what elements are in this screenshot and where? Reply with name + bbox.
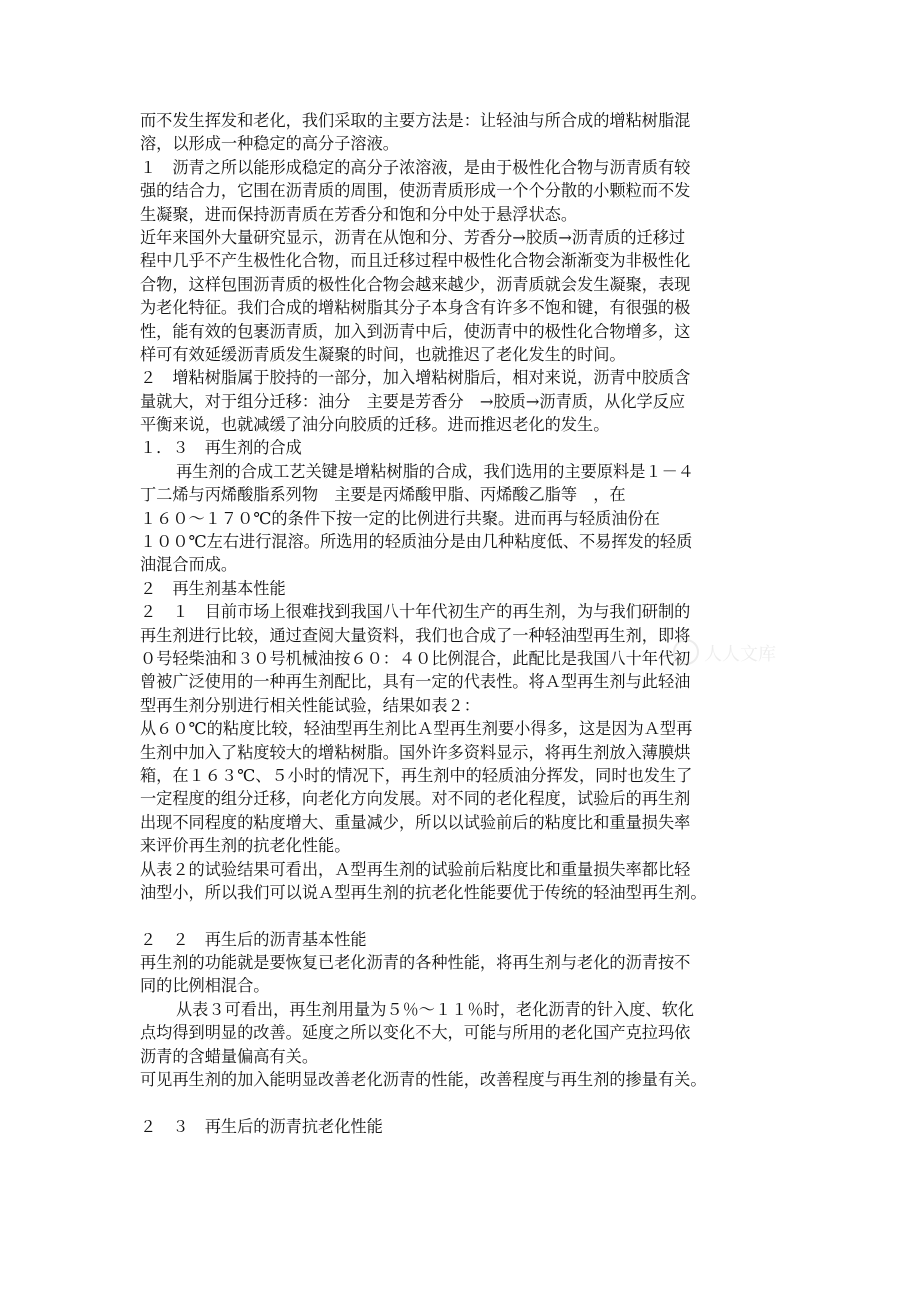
text-line: １ 沥青之所以能形成稳定的高分子浓溶液，是由于极性化合物与沥青质有较 <box>140 157 691 177</box>
text-line: ２ １ 目前市场上很难找到我国八十年代初生产的再生剂，为与我们研制的 <box>140 602 691 622</box>
text-line: 生凝聚，进而保持沥青质在芳香分和饱和分中处于悬浮状态。 <box>140 204 578 224</box>
blank-line <box>140 1091 785 1114</box>
text-line: １６０～１７０℃的条件下按一定的比例进行共聚。进而再与轻质油份在 <box>140 508 660 528</box>
text-line: 溶，以形成一种稳定的高分子溶液。 <box>140 134 399 154</box>
text-line: 型再生剂分别进行相关性能试验，结果如表２： <box>140 695 480 715</box>
text-line: 曾被广泛使用的一种再生剂配比，具有一定的代表性。将Ａ型再生剂与此轻油 <box>140 672 691 692</box>
blank-line <box>140 904 785 927</box>
watermark-text: 人人文库 <box>704 644 776 665</box>
text-line: 可见再生剂的加入能明显改善老化沥青的性能，改善程度与再生剂的掺量有关。 <box>140 1070 707 1090</box>
section-heading: ２ 再生剂基本性能 <box>140 578 286 598</box>
text-line: 从表３可看出，再生剂用量为５％～１１％时，老化沥青的针入度、软化 <box>176 999 694 1019</box>
text-line: 样可有效延缓沥青质发生凝聚的时间，也就推迟了老化发生的时间。 <box>140 344 626 364</box>
text-line: 再生剂进行比较，通过查阅大量资料，我们也合成了一种轻油型再生剂，即将 <box>140 625 691 645</box>
text-line: 性，能有效的包裹沥青质，加入到沥青中后，使沥青中的极性化合物增多，这 <box>140 321 691 341</box>
text-line: 而不发生挥发和老化，我们采取的主要方法是：让轻油与所合成的增粘树脂混 <box>140 111 691 130</box>
text-line: ０号轻柴油和３０号机械油按６０：４０比例混合，此配比是我国八十年代初 <box>140 648 691 668</box>
section-heading: ２ ３ 再生后的沥青抗老化性能 <box>140 1116 383 1136</box>
text-line: 油型小，所以我们可以说Ａ型再生剂的抗老化性能要优于传统的轻油型再生剂。 <box>140 882 707 902</box>
text-line: 生剂中加入了粘度较大的增粘树脂。国外许多资料显示，将再生剂放入薄膜烘 <box>140 742 691 762</box>
text-line: 近年来国外大量研究显示，沥青在从饱和分、芳香分→胶质→沥青质的迁移过 <box>140 227 686 247</box>
text-line: 再生剂的合成工艺关键是增粘树脂的合成，我们选用的主要原料是１－４ <box>176 461 694 481</box>
text-line: 强的结合力，它围在沥青质的周围，使沥青质形成一个个分散的小颗粒而不发 <box>140 181 691 201</box>
text-line: 程中几乎不产生极性化合物，而且迁移过程中极性化合物会渐渐变为非极性化 <box>140 251 691 271</box>
section-heading: １．３ 再生剂的合成 <box>140 438 302 458</box>
text-line: 来评价再生剂的抗老化性能。 <box>140 836 351 856</box>
text-line: 出现不同程度的粘度增大、重量减少，所以以试验前后的粘度比和重量损失率 <box>140 812 691 832</box>
text-line: ２ 增粘树脂属于胶持的一部分，加入增粘树脂后，相对来说，沥青中胶质含 <box>140 368 691 388</box>
text-line: 油混合而成。 <box>140 555 238 575</box>
text-line: 从６０℃的粘度比较，轻油型再生剂比Ａ型再生剂要小得多，这是因为Ａ型再 <box>140 719 693 739</box>
watermark-logo <box>668 622 788 682</box>
text-line: 再生剂的功能就是要恢复已老化沥青的各种性能，将再生剂与老化的沥青按不 <box>140 953 691 973</box>
text-line: 同的比例相混合。 <box>140 976 270 996</box>
text-line: 量就大，对于组分迁移：油分 主要是芳香分 →胶质→沥青质，从化学反应 <box>140 391 686 411</box>
text-line: 沥青的含蜡量偏高有关。 <box>140 1046 319 1066</box>
text-line: 点均得到明显的改善。延度之所以变化不大，可能与所用的老化国产克拉玛依 <box>140 1023 691 1043</box>
watermark-graphic <box>668 622 788 682</box>
text-line: 为老化特征。我们合成的增粘树脂其分子本身含有许多不饱和键，有很强的极 <box>140 298 691 318</box>
section-heading: ２ ２ 再生后的沥青基本性能 <box>140 929 367 949</box>
text-line: 丁二烯与丙烯酸脂系列物 主要是丙烯酸甲脂、丙烯酸乙脂等 ，在 <box>140 485 626 505</box>
text-line: 平衡来说，也就减缓了油分向胶质的迁移。进而推迟老化的发生。 <box>140 415 610 435</box>
watermark-ring <box>674 640 698 664</box>
text-line: 一定程度的组分迁移，向老化方向发展。对不同的老化程度，试验后的再生剂 <box>140 789 691 809</box>
text-line: 从表２的试验结果可看出，Ａ型再生剂的试验前后粘度比和重量损失率都比轻 <box>140 859 691 879</box>
text-line: 合物，这样包围沥青质的极性化合物会越来越少，沥青质就会发生凝聚，表现 <box>140 274 691 294</box>
text-line: １００℃左右进行混溶。所选用的轻质油分是由几种粘度低、不易挥发的轻质 <box>140 532 693 552</box>
text-line: 箱，在１６３℃、５小时的情况下，再生剂中的轻质油分挥发，同时也发生了 <box>140 765 693 785</box>
